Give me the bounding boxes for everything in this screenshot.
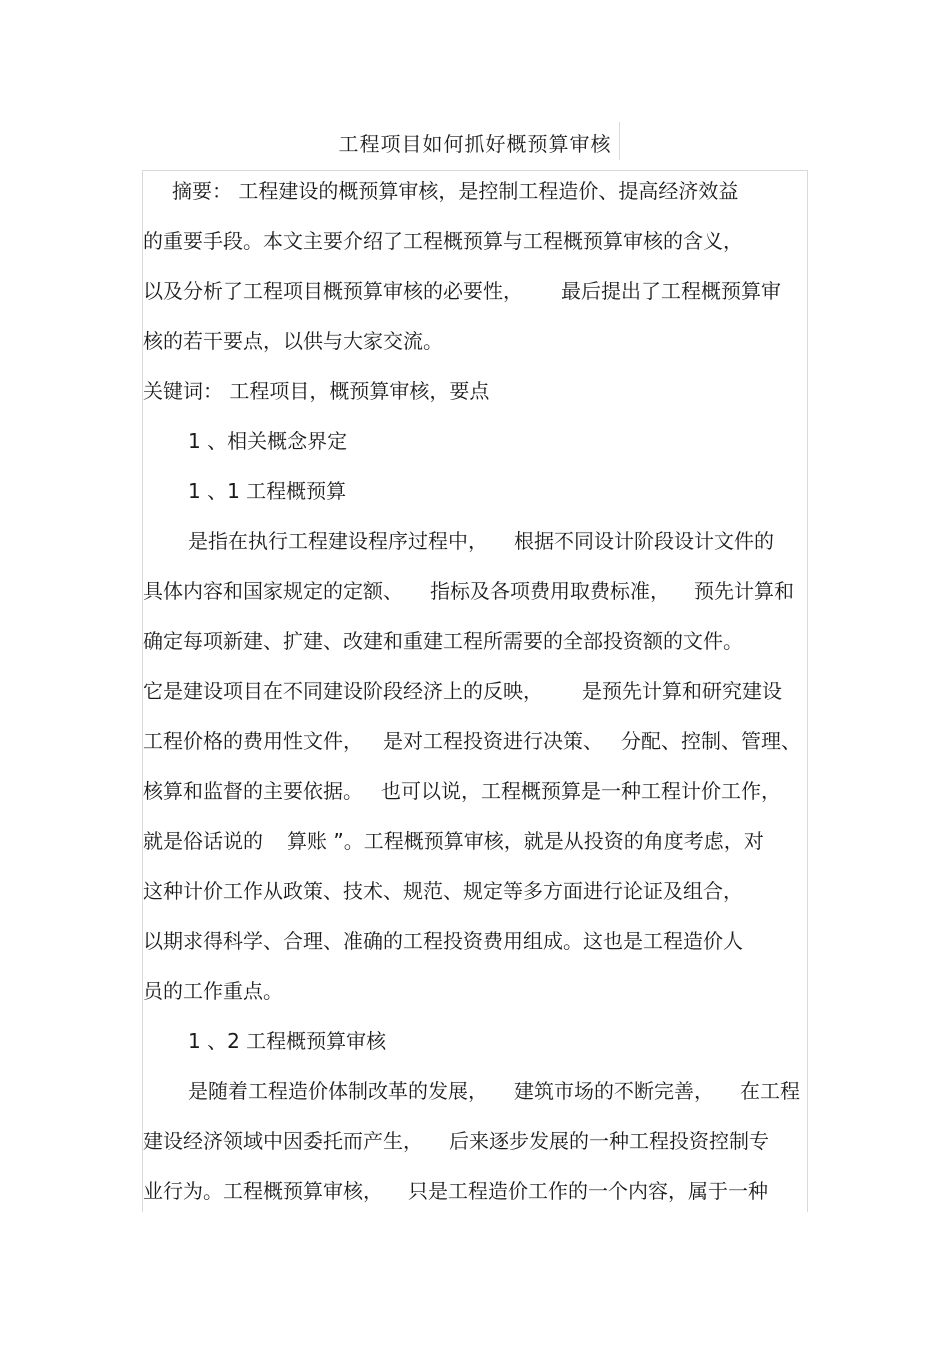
text-line [0,1176,950,1206]
text-line [0,1026,950,1056]
text-segment: 这种计价工作从政策、技术、规范、规定等多方面进行论证及组合， [143,879,743,903]
text-line [0,426,950,456]
text-line [0,926,950,956]
text-segment: 根据不同设计阶段设计文件的 [514,529,774,553]
text-segment: 的重要手段。本文主要介绍了工程概预算与工程概预算审核的含义， [143,229,743,253]
text-line [0,776,950,806]
text-line [0,626,950,656]
text-segment: 业行为。工程概预算审核， [143,1179,383,1203]
text-line [0,726,950,756]
text-segment: 建筑市场的不断完善， [514,1079,714,1103]
text-segment: 就是俗话说的 [143,829,263,853]
text-segment: 预先计算和 [694,579,794,603]
text-segment: 也可以说，工程概预算是一种工程计价工作， [381,779,781,803]
text-line [0,576,950,606]
text-segment: 核的若干要点，以供与大家交流。 [143,329,443,353]
text-segment: 具体内容和国家规定的定额、 [143,579,403,603]
text-segment: 以期求得科学、合理、准确的工程投资费用组成。这也是工程造价人 [143,929,743,953]
text-segment: 建设经济领域中因委托而产生， [143,1129,423,1153]
text-line [0,476,950,506]
text-segment: 核算和监督的主要依据。 [143,779,363,803]
text-segment: 后来逐步发展的一种工程投资控制专 [449,1129,769,1153]
text-line [0,1076,950,1106]
text-line [0,676,950,706]
text-segment: 在工程 [740,1079,800,1103]
text-segment: 确定每项新建、扩建、改建和重建工程所需要的全部投资额的文件。 [143,629,743,653]
text-segment: 只是工程造价工作的一个内容，属于一种 [408,1179,768,1203]
text-segment: 1 、1 工程概预算 [188,479,347,503]
text-segment: 是随着工程造价体制改革的发展， [188,1079,488,1103]
text-segment: 关键词： 工程项目，概预算审核，要点 [143,379,490,403]
text-segment: 摘要： 工程建设的概预算审核，是控制工程造价、提高经济效益 [172,179,739,203]
text-segment: 是指在执行工程建设程序过程中， [188,529,488,553]
text-segment: 员的工作重点。 [143,979,283,1003]
text-segment: 它是建设项目在不同建设阶段经济上的反映， [143,679,543,703]
text-segment: 是预先计算和研究建设 [582,679,782,703]
text-segment: 以及分析了工程项目概预算审核的必要性， [143,279,523,303]
text-line [0,276,950,306]
text-segment: 1 、相关概念界定 [188,429,348,453]
text-line [0,526,950,556]
text-line [0,1126,950,1156]
text-line [0,326,950,356]
text-line [0,976,950,1006]
text-line [0,376,950,406]
text-segment: 指标及各项费用取费标准， [430,579,670,603]
text-segment: 分配、控制、管理、 [621,729,801,753]
text-segment: 算账 ”。工程概预算审核，就是从投资的角度考虑，对 [287,829,764,853]
text-segment: 是对工程投资进行决策、 [383,729,603,753]
document-title: 工程项目如何抓好概预算审核 [338,132,612,156]
text-line [0,876,950,906]
text-segment: 1 、2 工程概预算审核 [188,1029,387,1053]
text-segment: 最后提出了工程概预算审 [561,279,781,303]
text-line [0,826,950,856]
text-segment: 工程价格的费用性文件， [143,729,363,753]
text-line [0,226,950,256]
body-top-border [142,170,808,171]
text-line [0,176,950,206]
